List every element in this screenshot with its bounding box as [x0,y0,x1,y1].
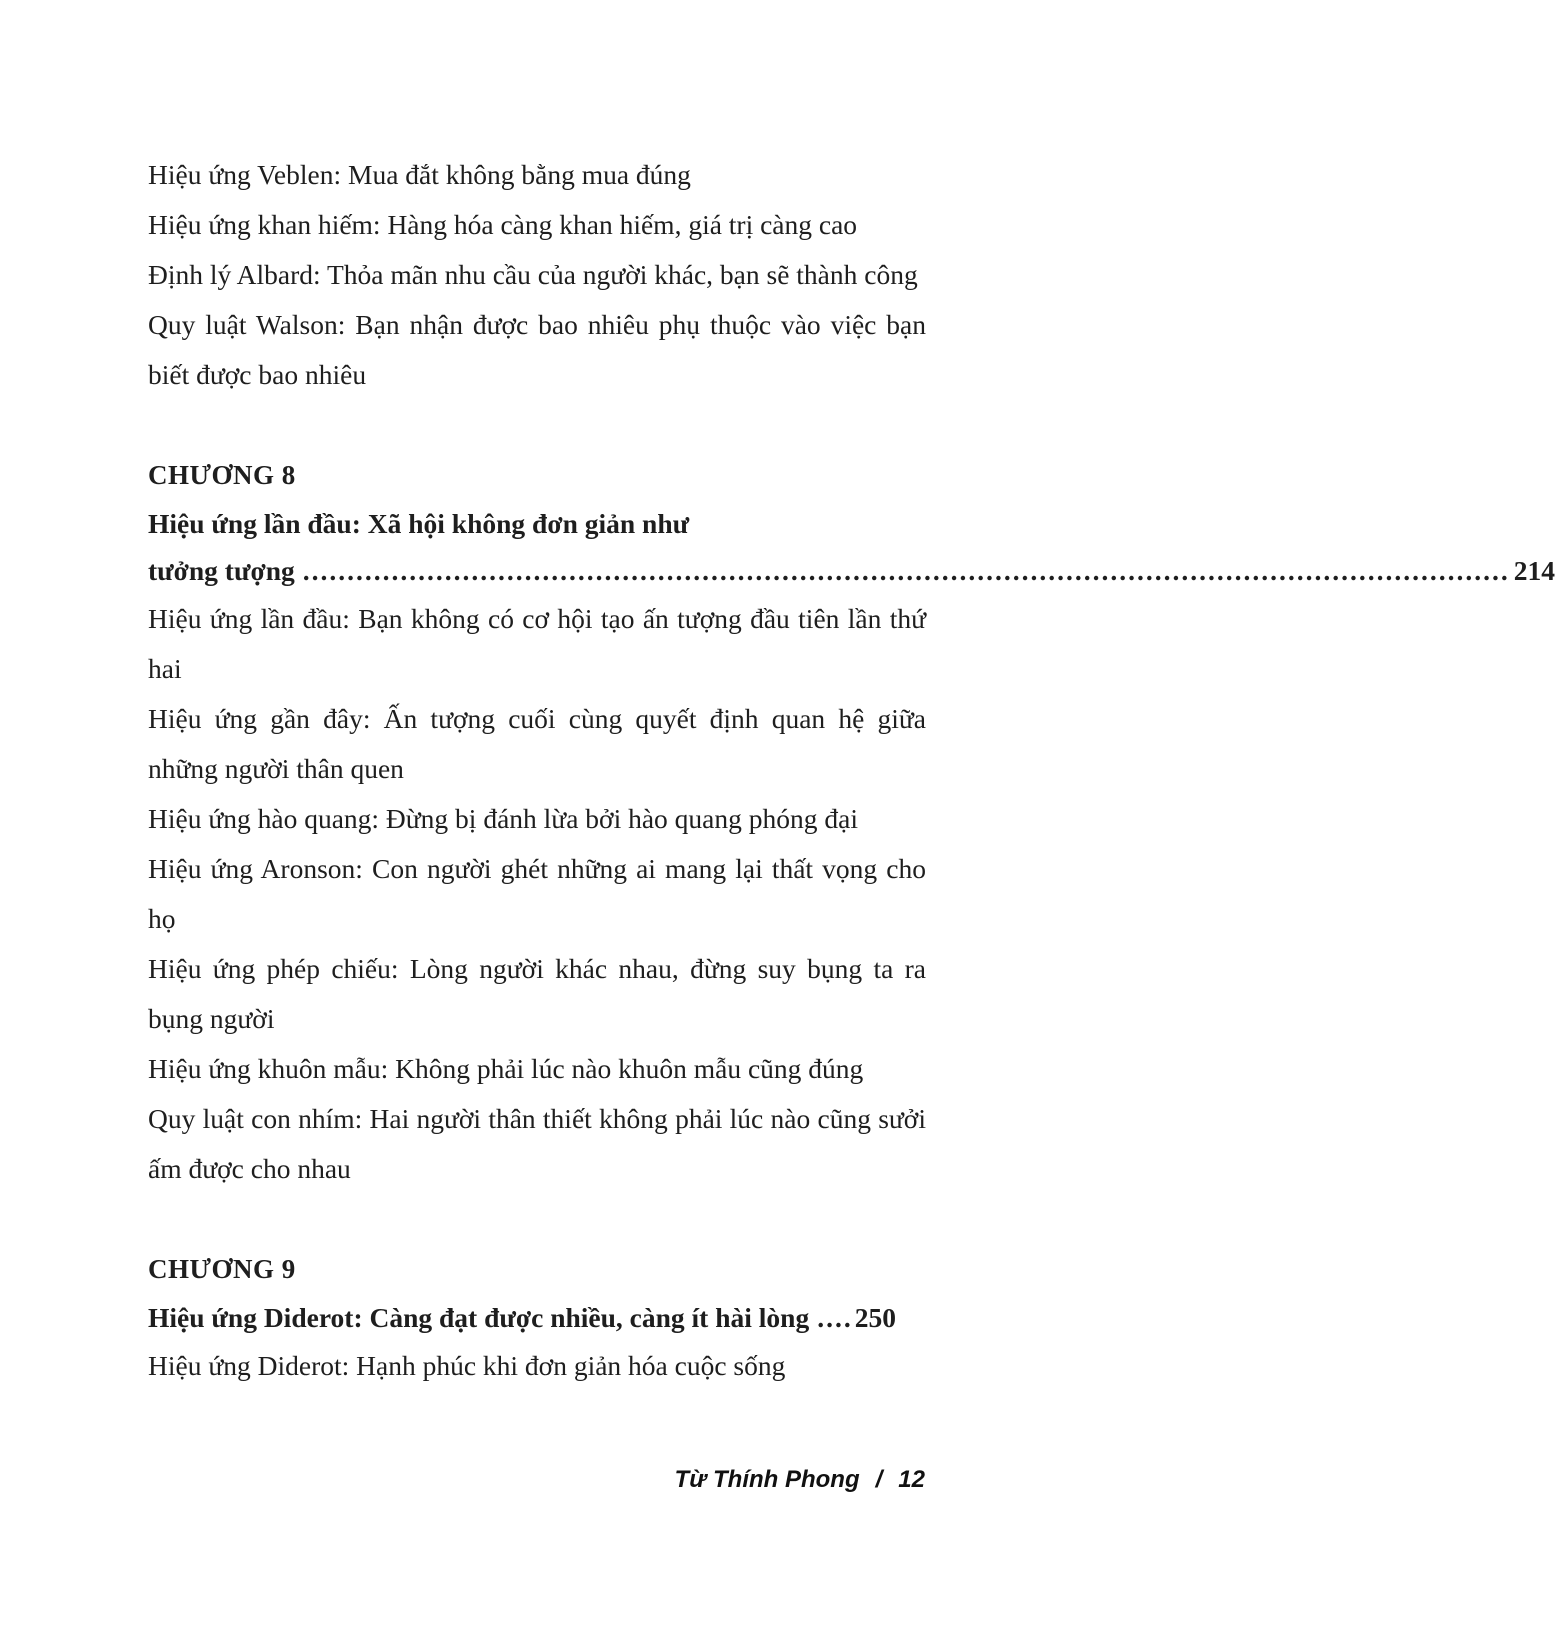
chapter7-continued-entries [148,150,926,400]
chapter8-page-number: 214 [1513,555,1555,586]
toc-entry: Hiệu ứng Veblen: Mua đắt không bằng mua đúng [148,159,691,190]
toc-entry: Quy luật Walson: Bạn nhận được bao nhiêu phụ thuộc vào việc bạn biết được bao nhiêu [148,309,926,390]
toc-entry: Hiệu ứng khan hiếm: Hàng hóa càng khan hiếm, giá trị càng cao [148,209,858,240]
toc-entry: Định lý Albard: Thỏa mãn nhu cầu của người khác, bạn sẽ thành công [148,259,918,290]
chapter8-title-line2 [148,547,1555,594]
dot-leader: ........................................................................................................................................ [302,555,1510,586]
footer-author: Từ Thính Phong [674,1466,860,1493]
chapter9-title-text: Hiệu ứng Diderot: Càng đạt được nhiều, càng ít hài lòng [148,1302,810,1333]
toc-entry: Hiệu ứng Diderot: Hạnh phúc khi đơn giản hóa cuộc sống [148,1350,786,1381]
toc-entry: Hiệu ứng phép chiếu: Lòng người khác nhau, đừng suy bụng ta ra bụng người [148,953,926,1034]
footer-page-number: 12 [898,1466,925,1493]
chapter8-title-text: tưởng tượng [148,555,295,586]
toc-page [148,150,1555,1391]
chapter9-title-line [148,1294,926,1341]
chapter8-section [148,450,1555,1194]
chapter9-section [148,1244,926,1391]
chapter9-heading: CHƯƠNG 9 [148,1254,296,1284]
chapter8-title-line1: Hiệu ứng lần đầu: Xã hội không đơn giản như [148,508,690,539]
toc-entry: Hiệu ứng lần đầu: Bạn không có cơ hội tạo ấn tượng đầu tiên lần thứ hai [148,603,926,684]
dot-leader: .... [817,1302,853,1333]
toc-entry: Hiệu ứng Aronson: Con người ghét những ai mang lại thất vọng cho họ [148,853,926,934]
toc-entry: Hiệu ứng gần đây: Ấn tượng cuối cùng quyết định quan hệ giữa những người thân quen [148,703,926,784]
chapter9-page-number: 250 [854,1302,896,1333]
footer-separator: / [875,1466,883,1493]
toc-entry: Quy luật con nhím: Hai người thân thiết không phải lúc nào cũng sưởi ấm được cho nhau [148,1103,926,1184]
toc-entry: Hiệu ứng khuôn mẫu: Không phải lúc nào khuôn mẫu cũng đúng [148,1053,864,1084]
chapter8-heading: CHƯƠNG 8 [148,460,296,490]
page-footer [675,1466,925,1494]
toc-entry: Hiệu ứng hào quang: Đừng bị đánh lừa bởi hào quang phóng đại [148,803,858,834]
